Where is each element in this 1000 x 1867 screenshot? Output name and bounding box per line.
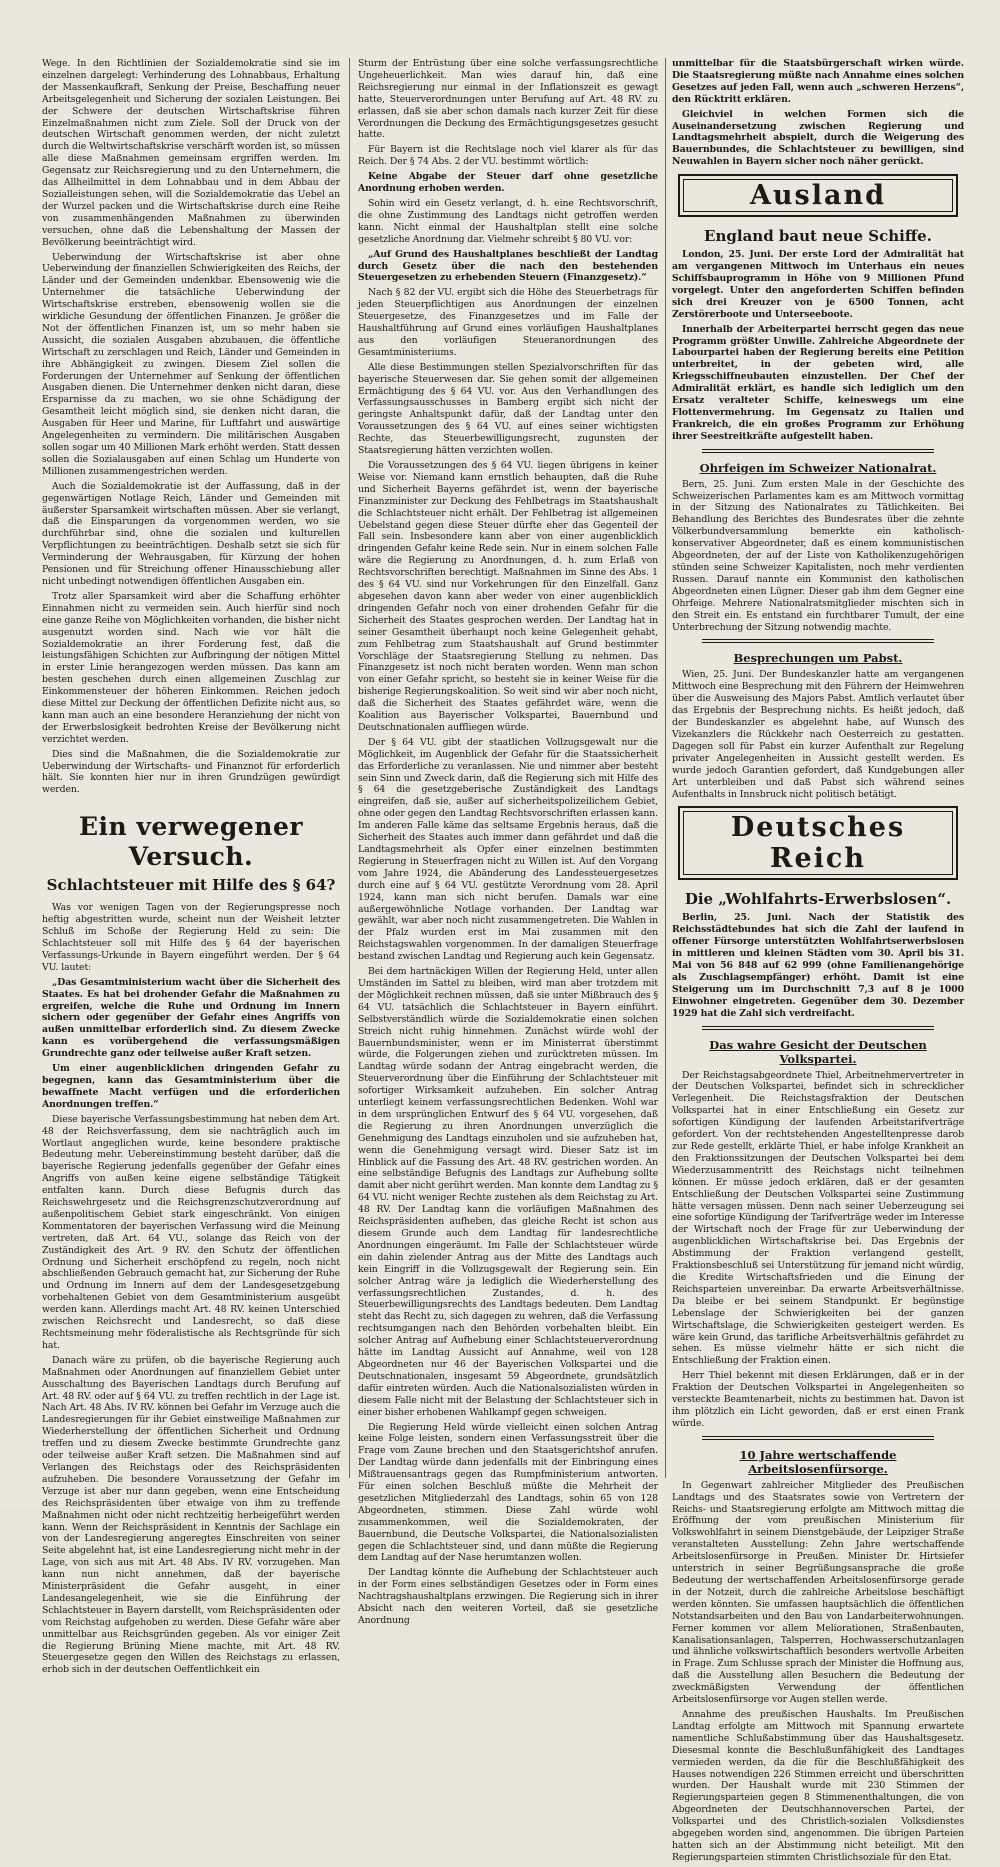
- article-paragraph: Sohin wird ein Gesetz verlangt, d. h. eine Rechtsvorschrift, die ohne Zustimmung des Landtags nicht getroffen werden kann. Nicht einmal der Haushaltplan stellt eine solche gesetzliche Anordnung dar. Vielmehr schreibt § 80 VU. vor:: [358, 197, 658, 245]
- quoted-paragraph: „Auf Grund des Haushaltplanes beschließt der Landtag durch Gesetz über die nach den bestehenden Steuergesetzen zu erhebenden Steuern (Finanzgesetz).“: [358, 248, 658, 284]
- section-banner-ausland: Ausland: [678, 174, 958, 217]
- section-banner-deutsches-reich: Deutsches Reich: [678, 806, 958, 880]
- article-paragraph: Wien, 25. Juni. Der Bundeskanzler hatte am vergangenen Mittwoch eine Besprechung mit den Führern der Heimwehren über die Ausweisung des Majors Pabst. Amtlich verlautet über das Ergebnis der Besprechung nichts. Es heißt jedoch, daß der Bundeskanzler es abgelehnt habe, auf Wunsch des Vizekanzlers die Rückkehr nach Oesterreich zu gestatten. Dagegen soll für Pabst ein kurzer Aufenthalt zur Regelung privater Angelegenheiten in Aussicht gestellt werden. Es wurde jedoch Garantien gefordert, daß Kundgebungen aller Art unterbleiben und daß Pabst sich während seines Aufenthalts in Innsbruck nicht politisch betätigt.: [672, 669, 964, 800]
- article-paragraph: Alle diese Bestimmungen stellen Spezialvorschriften für das bayerische Steuerwesen dar. Sie gehen somit der allgemeinen Ermächtigung des § 64 VU. vor. Aus den Verhandlungen des Verfassungsausschusses in Bamberg ergibt sich nicht der geringste Anhaltspunkt dafür, daß der Landtag unter den Voraussetzungen des § 64 VU. auf eines seiner wichtigsten Rechte, das Steuerbewilligungsrecht, zugunsten der Staatsregierung hätten verzichten wollen.: [358, 361, 658, 457]
- article-paragraph: Nach § 82 der VU. ergibt sich die Höhe des Steuerbetrags für jeden Steuerpflichtigen aus Anordnungen der einzelnen Steuergesetze, des Finanzgesetzes und im Falle der Haushaltführung auf Grund eines vorläufigen Haushaltplanes aus den vorläufigen Steueranordnungen des Gesamtministeriums.: [358, 287, 658, 358]
- article-paragraph: Diese bayerische Verfassungsbestimmung hat neben dem Art. 48 der Reichsverfassung, dem sie nachträglich auch im Wortlaut angeglichen wurde, keine besondere praktische Bedeutung mehr. Uebereinstimmung besteht darüber, daß die bayerische Regierung jedenfalls gegenüber der Gefahr eines Angriffs von außen keine eigene selbständige Tätigkeit entfalten kann. Durch diese Befugnis durch das Reichswehrgesetz und die Reichsgrenzschutzverordnung auf außenpolitischem Gebiet stark eingeschränkt. Von einigen Kommentatoren der bayerischen Verfassung wird die Meinung vertreten, daß Art. 64 VU., solange das Reich von der Zuständigkeit des Art. 9 RV. den Schutz der öffentlichen Ordnung und Sicherheit erschöpfend zu regeln, noch nicht abschließenden Gebrauch gemacht hat, zur Sicherung der Ruhe und Ordnung im Innern auf dem der Landesgesetzgebung vorbehaltenen Gebiet von dem Gesamtministerium ausgeübt werden kann. Allerdings macht Art. 48 RV. keinen Unterschied zwischen Reichsrecht und Landesrecht, so daß diese Rechtsmeinung mehr föderalistische als Rechtsgründe für sich hat.: [42, 1113, 340, 1351]
- quoted-paragraph: „Das Gesamtministerium wacht über die Sicherheit des Staates. Es hat bei drohender Gefahr die Maßnahmen zu ergreifen, welche die Ruhe und Ordnung im Innern sichern oder gegenüber der Gefahr eines Angriffs von außen unmittelbar erforderlich sind. Zu diesem Zwecke kann es vorübergehend die verfassungsmäßigen Grundrechte ganz oder teilweise außer Kraft setzen.: [42, 976, 340, 1060]
- column-1: [42, 58, 340, 1679]
- quoted-paragraph: Um einer augenblicklichen dringenden Gefahr zu begegnen, kann das Gesamtministerium über die bewaffnete Macht verfügen und die erforderlichen Anordnungen treffen.“: [42, 1063, 340, 1110]
- article-paragraph: Berlin, 25. Juni. Nach der Statistik des Reichsstädtebundes hat sich die Zahl der laufend in offener Fürsorge unterstützten Wohlfahrtserwerbslosen in mittleren und kleinen Städten vom 30. April bis 31. Mai von 56 848 auf 62 999 (ohne Familienangehörige als Zuschlagsempfänger) erhöht. Damit ist eine Steigerung um im Durchschnitt 7,3 auf 8 je 1000 Einwohner eingetreten. Gegenüber dem 30. Dezember 1929 hat die Zahl sich verdreifacht.: [672, 912, 964, 1019]
- article-paragraph: Die Voraussetzungen des § 64 VU. liegen übrigens in keiner Weise vor. Niemand kann ernstlich behaupten, daß die Ruhe und Sicherheit Bayerns gefährdet ist, wenn der bayerische Finanzminister zur Deckung des Fehlbetrags im Staatshaushalt die Schlachtsteuer nicht erhält. Der Fehlbetrag ist allgemeinen Uebelstand gegen diese Steuer dürfte eher das Gegenteil der Fall sein. Insbesondere kann aber von einer augenblicklich dringenden Gefahr keine Rede sein. Nur in einem solchen Falle wäre die Regierung zu Anordnungen, d. h. zum Erlaß von Rechtsvorschriften berechtigt. Maßnahmen im Sinne des Abs. 1 des § 64 VU. sind nur Vorkehrungen für den Einzelfall. Ganz abgesehen davon kann aber weder von einer augenblicklich dringenden Gefahr noch von einer drohenden Gefahr für die Sicherheit des Staates gesprochen werden. Der Landtag hat in seiner Gesamtheit überhaupt noch keine Gelegenheit gehabt, zum Fehlbetrag zum Staatshaushalt auf Grund bestimmter Vorschläge der Staatsregierung Stellung zu nehmen. Das Finanzgesetz ist noch nicht beraten worden. Wenn man schon von einer Gefahr spricht, so besteht sie in keiner Weise für die bisherige Regierungskoalition. So weit sind wir aber noch nicht, daß die Sicherheit des Staates gefährdet wäre, wenn die Koalition aus Bayerischer Volkspartei, Bauernbund und Deutschnationalen auffliegen würde.: [358, 460, 658, 733]
- article-headline: England baut neue Schiffe.: [704, 227, 932, 246]
- article-paragraph: Herr Thiel bekennt mit diesen Erklärungen, daß er in der Fraktion der Deutschen Volkspartei in Angelegenheiten so versteckte Beamtenarbeit, nichts zu bestimmen hat. Davon ist ihm plötzlich ein Licht geworden, daß er erst einen Frank würde.: [672, 1370, 964, 1429]
- article-paragraph: Bern, 25. Juni. Zum ersten Male in der Geschichte des Schweizerischen Parlamentes kam es am Mittwoch vormittag in der Sitzung des Nationalrates zu Tätlichkeiten. Bei Behandlung des Berichtes des Bundesrates über die zehnte Völkerbundversammlung bemerkte ein katholisch-konservativer Abgeordneter, daß es einem kommunistischen Abgeordneten, der auf der Liste von Katholikenzugehörigen stünden seine Schweizer Kapitalisten, noch mehr verdienten Russen. Darauf nannte ein Kommunist den katholischen Abgeordneten einen Lügner. Dieser gab ihm dem Gegner eine Ohrfeige. Mehrere Nationalratsmitglieder mischten sich in den Streit ein. Es entstand ein furchtbarer Tumult, der eine Unterbrechung der Sitzung notwendig machte.: [672, 478, 964, 633]
- article-paragraph: Danach wäre zu prüfen, ob die bayerische Regierung auch Maßnahmen oder Anordnungen auf finanziellem Gebiet unter Ausschaltung des Bayerischen Landtags durch Berufung auf Art. 48 RV. oder auf § 64 VU. zu treffen rechtlich in der Lage ist. Nach Art. 48 Abs. IV RV. können bei Gefahr im Verzuge auch die Landesregierungen für ihr Gebiet einstweilige Maßnahmen zur Wiederherstellung der öffentlichen Sicherheit und Ordnung treffen und zu diesem Zwecke bestimmte Grundrechte ganz oder teilweise außer Kraft setzen. Die Maßnahmen sind auf Verlangen des Reichstags oder des Reichspräsidenten aufzuheben. Die besondere Voraussetzung der Gefahr im Verzuge ist aber nur dann gegeben, wenn eine Entscheidung des Reichspräsidenten über etwaige von ihm zu treffende Maßnahmen nicht oder nicht rechtzeitig herbeigeführt werden kann. Wenn der Reichspräsident in Kenntnis der Sachlage ein von der Landesregierung angeregtes Einschreiten von seiner Seite abgelehnt hat, ist eine Landesregierung nicht mehr in der Lage, von sich aus mit Art. 48 Abs. IV RV. vorzugehen. Man kann nun nicht annehmen, daß der bayerische Ministerpräsident die Gefahr ausgeht, in einer Landesangelegenheit, wie sie die Einführung der Schlachtsteuer in Bayern darstellt, vom Reichspräsidenten oder vom Reichstag aufgehoben zu werden. Diese Gefahr wäre aber unmittelbar aus Reichsgründen gegeben. Als vor einiger Zeit die Regierung Brüning Miene machte, mit Art. 48 RV. Steuergesetze gegen den Willen des Reichstags zu erlassen, erhob sich in der deutschen Oeffentlichkeit ein: [42, 1354, 340, 1676]
- article-paragraph: Für Bayern ist die Rechtslage noch viel klarer als für das Reich. Der § 74 Abs. 2 der VU. bestimmt wörtlich:: [358, 144, 658, 168]
- article-paragraph: Die Regierung Held würde vielleicht einen solchen Antrag keine Folge leisten, sondern einen Verfassungsstreit über die Frage vom Zaune brechen und den Staatsgerichtshof anrufen. Der Landtag würde dann jedenfalls mit der Einbringung eines Mißtrauensantrags gegen das Rumpfministerium antworten. Für einen solchen Beschluß müßte die Mehrheit der gesetzlichen Mitgliederzahl des Landtags, sohin 65 von 128 Abgeordneten, stimmen. Diese Zahl würde wohl zusammenkommen, weil die Sozialdemokraten, der Bauernbund, die Deutsche Volkspartei, die Nationalsozialisten gegen die Schlachtsteuer sind, und dann müßte die Regierung dem Landtag auf der Nase herumtanzen wollen.: [358, 1421, 658, 1564]
- column-divider: [349, 58, 350, 1478]
- article-paragraph: Was vor wenigen Tagen von der Regierungspresse noch heftig abgestritten wurde, scheint nun der Weisheit letzter Schluß im Schoße der Regierung Held zu sein: Die Schlachtsteuer soll mit Hilfe des § 64 der bayerischen Verfassungs-Urkunde in Bayern eingeführt werden. Der § 64 VU. lautet:: [42, 902, 340, 973]
- article-paragraph: Gleichviel in welchen Formen sich die Auseinandersetzung zwischen Regierung und Landtagsmehrheit abspielt, durch die Weigerung des Bauernbundes, die Schlachtsteuer zu bewilligen, sind Neuwahlen in Bayern sicher noch näher gerückt.: [672, 108, 964, 168]
- article-paragraph: Auch die Sozialdemokratie ist der Auffassung, daß in der gegenwärtigen Notlage Reich, Länder und Gemeinden mit äußerster Sparsamkeit wirtschaften müssen. Aber sie verlangt, daß die Einsparungen da vorgenommen werden, wo sie durchführbar sind, ohne die sozialen und kulturellen Verpflichtungen zu beeinträchtigen. Deshalb setzt sie sich für Verminderung der Wehrausgaben, für Kürzung der hohen Pensionen und für Streichung offener Hinausschiebung aller nicht unbedingt notwendigen öffentlichen Ausgaben ein.: [42, 480, 340, 587]
- quoted-paragraph: Keine Abgabe der Steuer darf ohne gesetzliche Anordnung erhoben werden.: [358, 171, 658, 195]
- separator: [702, 1026, 934, 1030]
- article-headline: Besprechungen um Pabst.: [733, 651, 903, 666]
- article-paragraph: Annahme des preußischen Haushalts. Im Preußischen Landtag erfolgte am Mittwoch mit Spannung erwartete namentliche Schlußabstimmung über das Haushaltsgesetz. Diesesmal konnte die Beschlußunfähigkeit des Landtages vermieden werden, da die für die Beschlußfähigkeit des Hauses notwendigen 226 Stimmen erreicht und überschritten wurden. Der Haushalt wurde mit 230 Stimmen der Regierungsparteien gegen 8 Stimmenenthaltungen, die von Abgeordneten der Deutschhannoverschen Partei, der Volkspartei und des Christlich-sozialen Volksdienstes abgegeben worden sind, angenommen. Die übrigen Parteien hatten sich an der Abstimmung nicht beteiligt. Mit den Regierungsparteien stimmten Christlichsoziale für den Etat.: [672, 1708, 964, 1863]
- subheadline: Schlachtsteuer mit Hilfe des § 64?: [46, 876, 336, 895]
- article-paragraph: Sturm der Entrüstung über eine solche verfassungsrechtliche Ungeheuerlichkeit. Man wies darauf hin, daß eine Reichsregierung nur einmal in der Inflationszeit es gewagt hatte, Steuerverordnungen unter Berufung auf Art. 48 RV. zu erlassen, daß sie aber schon damals nach kurzer Zeit für diese Verordnungen die Deckung des Ermächtigungsgesetzes gesucht hatte.: [358, 58, 658, 141]
- article-paragraph: In Gegenwart zahlreicher Mitglieder des Preußischen Landtags und des Staatsrates sowie von Vertretern der Reichs- und Staatsregierung erfolgte am Mittwoch mittag die Eröffnung der vom preußischen Ministerium für Volkswohlfahrt in seinem Dienstgebäude, der Leipziger Straße veranstalteten Ausstellung: Zehn Jahre wertschaffende Arbeitslosenfürsorge in Preußen. Minister Dr. Hirtsiefer unterstrich in seiner Begrüßungsansprache die große Bedeutung der wertschaffenden Arbeitslosenfürsorge gerade in der Notzeit, durch die zahlreiche Arbeitslose beschäftigt werden könnten. Sie umfassen hauptsächlich die öffentlichen Notstandsarbeiten und den Bau von Landarbeiterwohnungen. Ferner kommen vor allem Meliorationen, Straßenbauten, Kanalisationsanlagen, Talsperren, Hochwasserschutzanlagen und ähnliche volkswirtschaftlich besonders wertvolle Arbeiten in Frage. Zum Schlusse sprach der Minister die Hoffnung aus, daß die Ausstellung allen Besuchern die Bedeutung der zweckmäßigsten Verwendung der öffentlichen Arbeitslosenfürsorge vor Augen stellen werde.: [672, 1479, 964, 1706]
- article-headline: Das wahre Gesicht der Deutschen Volkspartei.: [709, 1037, 927, 1066]
- article-paragraph: Der Landtag könnte die Aufhebung der Schlachtsteuer auch in der Form eines selbständigen Gesetzes oder in Form eines Nachtragshaushaltplans erzwingen. Die Regierung sich in ihrer Absicht nach den weiteren Vorteil, daß sie gesetzliche Anordnung: [358, 1567, 658, 1626]
- column-2: [358, 58, 658, 1630]
- article-paragraph: Der § 64 VU. gibt der staatlichen Vollzugsgewalt nur die Möglichkeit, im Augenblick der Gefahr für die Staatssicherheit das Erforderliche zu veranlassen. Nie und nimmer aber besteht sein Sinn und Zweck darin, daß die Regierung sich mit Hilfe des § 64 die gesetzgeberische Zuständigkeit des Landtags eingreifen, daß sie, außer auf sicherheitspolizeilichem Gebiet, ohne oder gegen den Landtag Rechtsvorschriften erlassen kann. Im anderen Falle käme das seltsame Ergebnis heraus, daß die Sicherheit des Staates auch immer dann gefährdet und daß die Landtagsmehrheit als Opfer einer einzelnen bestimmten Regierung in Steuerfragen nicht zu Willen ist. Auf den Vorgang vom Jahre 1924, die Abänderung des Landessteuergesetzes durch eine auf § 64 VU. gestützte Verordnung vom 28. April 1924, kann man sich nicht berufen. Damals war eine außergewöhnliche Notlage vorhanden. Der Landtag war gewählt, war aber noch nicht zusammengetreten. Die Wahlen in der Pfalz wurden erst im Mai zusammen mit den Reichstagswahlen vorgenommen. In der damaligen Steuerfrage bestand zwischen Landtag und Regierung auch kein Gegensatz.: [358, 736, 658, 963]
- separator: [702, 1436, 934, 1440]
- article-paragraph: Wege. In den Richtlinien der Sozialdemokratie sind sie im einzelnen dargelegt: Verhinderung des Lohnabbaus, Erhaltung der Massenkaufkraft, Senkung der Preise, Beschaffung neuer Arbeitsgelegenheit und Sicherung der sozialen Leistungen. Bei der Schwere der deutschen Wirtschaftskrise führen Einzelmaßnahmen nicht zum Ziele. Soll der Druck von der deutschen Wirtschaft genommen werden, der nicht zuletzt durch die Weltwirtschaftskrise verschärft worden ist, so müssen alle diese Maßnahmen gemeinsam ergriffen werden. Im Gegensatz zur Reichsregierung und zu den Unternehmern, die das Allheilmittel in dem Lohnabbau und in dem Abbau der Sozialleistungen sehen, will die Sozialdemokratie das Uebel an der Wurzel packen und die Wirtschaftskrise durch eine Reihe von zusammenhängenden Maßnahmen zu überwinden versuchen, ohne daß die Lebenshaltung der Massen der Bevölkerung beeinträchtigt wird.: [42, 58, 340, 248]
- separator: [702, 639, 934, 643]
- article-paragraph: Ueberwindung der Wirtschaftskrise ist aber ohne Ueberwindung der finanziellen Schwierigkeiten des Reichs, der Länder und der Gemeinden undenkbar. Ebensowenig wie die Unternehmer die tatsächliche Ueberwindung der Wirtschaftskrise erstreben, ebensowenig wollen sie die wirkliche Gesundung der öffentlichen Finanzen. Je größer die Not der öffentlichen Finanzen ist, um so mehr haben sie Aussicht, die sozialen Ausgaben abzubauen, die öffentliche Wirtschaft zu zerschlagen und Reich, Länder und Gemeinden in ihre Abhängigkeit zu zwingen. Diesem Ziel sollen die Forderungen der Unternehmer auf Senkung der öffentlichen Ausgaben dienen. Die Unternehmer denken nicht daran, diese Ersparnisse da zu machen, wo sie ohne Schädigung der Gesamtheit leicht möglich sind, sie denken nicht daran, die Ausgaben für Heer und Marine, für Luftfahrt und auswärtige Angelegenheiten zu vermindern. Die militärischen Ausgaben sollen sogar um 40 Millionen Mark erhöht werden. Statt dessen sollen die Sozialausgaben auf einen Schlag um Hunderte von Millionen zusammengestrichen werden.: [42, 251, 340, 477]
- article-paragraph: Trotz aller Sparsamkeit wird aber die Schaffung erhöhter Einnahmen nicht zu vermeiden sein. Auch hierfür sind noch eine ganze Reihe von Möglichkeiten vorhanden, die bisher nicht ausgenutzt worden sind. Nach wie vor hält die Sozialdemokratie an ihrer Forderung fest, daß die leistungsfähigen Schichten zur Aufbringung der nötigen Mittel in erster Linie herangezogen werden müssen. Das kann am besten geschehen durch einen allgemeinen Zuschlag zur Einkommensteuer der höheren Einkommen. Reichen jedoch diese Mittel zur Deckung der öffentlichen Defizite nicht aus, so kann man auch an eine besondere Heranziehung der nicht von der Erwerbslosigkeit bedrohten Kreise der Bevölkerung nicht verzichtet werden.: [42, 590, 340, 745]
- column-divider: [665, 58, 666, 1478]
- article-paragraph: unmittelbar für die Staatsbürgerschaft wirken würde. Die Staatsregierung müßte nach Annahme eines solchen Gesetzes auf jeden Fall, wenn auch „schweren Herzens“, den Rücktritt erklären.: [672, 58, 964, 105]
- article-paragraph: Der Reichstagsabgeordnete Thiel, Arbeitnehmervertreter in der Deutschen Volkspartei, befindet sich in schrecklicher Verlegenheit. Die Reichstagsfraktion der Deutschen Volkspartei hat in einer Entschließung ein Gesetz zur sofortigen Kündigung der laufenden Arbeitstarifverträge gefordert. Von der rechtstehenden Angestelltenpresse darob zur Rede gestellt, erklärte Thiel, er habe infolge Krankheit an den Fraktionssitzungen der Deutschen Volkspartei bei dem Wiederzusammentritt des Reichstags nicht teilnehmen können. Er müsse jedoch erklären, daß er der gesamten Entschließung der Deutschen Volkspartei seine Zustimmung hätte versagen müssen. Denn nach seiner Ueberzeugung sei eine sofortige Kündigung der Tarifverträge weder im Interesse der Wirtschaft noch der Frage für zur Ueberwindung der augenblicklichen Wirtschaftskrise bei. Das Ergebnis der Abstimmung der Fraktion verlangend gestellt, Fraktionsbeschluß sei Unterstützung für jemand nicht würdig, die Kredite Wirtschaftsfrieden und die Einung der Reichsparteien unvereinbar. Da erwarte Arbeitsverhältnisse. Da bleibe er bei seinem Standpunkt. Er begünstige Lebenslage der Schwierigkeiten bei der ganzen Wirtschaftslage, die Schwierigkeiten gesteigert werden. Es wäre kein Grund, das tarifliche Arbeitsverhältnis gefährdet zu sehen. Es müsse vielmehr hätte er sich nicht die Entschließung der Fraktion einen.: [672, 1069, 964, 1367]
- article-headline: Ohrfeigen im Schweizer Nationalrat.: [699, 460, 937, 475]
- article-paragraph: Dies sind die Maßnahmen, die die Sozialdemokratie zur Ueberwindung der Wirtschafts- und Finanznot für erforderlich hält. Sie konnten hier nur in ihren Grundzügen gewürdigt werden.: [42, 748, 340, 796]
- column-3: [672, 58, 964, 1867]
- article-paragraph: Innerhalb der Arbeiterpartei herrscht gegen das neue Programm größter Unwille. Zahlreiche Abgeordnete der Labourpartei haben der Regierung bereits eine Petition unterbreitet, in der gebeten wird, alle Kriegsschiffneubauten einzustellen. Der Chef der Admiralität erklärt, es handle sich lediglich um den Ersatz veralteter Schiffe, keineswegs um eine Flottenvermehrung. Im Gegensatz zu Italien und Frankreich, die ein großes Programm zur Erhöhung ihrer Seestreitkräfte aufgestellt haben.: [672, 323, 964, 442]
- article-headline: 10 Jahre wertschaffende Arbeitslosenfürsorge.: [739, 1447, 897, 1476]
- article-paragraph: London, 25. Juni. Der erste Lord der Admiralität hat am vergangenen Mittwoch im Unterhaus ein neues Schiffsbauprogramm in Höhe von 9 Millionen Pfund vorgelegt. Unter den angeforderten Schiffen befinden sich drei Kreuzer von je 6500 Tonnen, acht Zerstörerboote und Unterseeboote.: [672, 249, 964, 320]
- separator: [702, 449, 934, 453]
- article-paragraph: Bei dem hartnäckigen Willen der Regierung Held, unter allen Umständen im Sattel zu bleiben, wird man aber trotzdem mit der Möglichkeit rechnen müssen, daß sie unter Mißbrauch des § 64 VU. tatsächlich die Schlachtsteuer in Bayern einführt. Selbstverständlich würde die Sozialdemokratie einen solchen Streich nicht ruhig hinnehmen. Zunächst würde wohl der Bauernbundsminister, wenn er im Ministerrat überstimmt würde, die Folgerungen ziehen und zurücktreten müssen. Im Landtag würde sodann der Antrag eingebracht werden, die Steuerverordnung über die Einführung der Schlachtsteuer mit sofortiger Wirksamkeit aufzuheben. Ein solcher Antrag unterliegt keinem verfassungsrechtlichen Bedenken. Wohl war in dem ursprünglichen Entwurf des § 64 VU. vorgesehen, daß die Regierung zu ihren Anordnungen unverzüglich die Genehmigung des Landtags einzuholen und sie aufzuheben hat, wenn die Genehmigung versagt wird. Dieser Satz ist im Hinblick auf die Fassung des Art. 48 RV. gestrichen worden. An eine selbständige Befugnis des Landtags zur Aufhebung sollte damit aber nicht gerührt werden. Man konnte dem Landtag zu § 64 VU. nicht weniger Rechte zustehen als dem Reichstag zu Art. 48 RV. Der Landtag kann die vorläufigen Maßnahmen des Reichspräsidenten aufheben, das gleiche Recht ist schon aus diesem Grunde auch dem Landtag für landesrechtliche Anordnungen eingeräumt. Im Falle der Schlachtsteuer würde ein dahin zielender Antrag aus der Mitte des Landtags auch kein Eingriff in die Vollzugsgewalt der Regierung sein. Ein solcher Antrag wäre ja lediglich die Wiederherstellung des verfassungsrechtlichen Zustandes, d. h. des Steuerbewilligungsrechts des Landtags bedeuten. Dem Landtag steht das Recht zu, sich dagegen zu wehren, daß die Verfassung rechtsumgangen nach den Behörden vorbehalten bleibt. Ein solcher Antrag auf Aufhebung einer Schlachtsteuerverordnung hätte im Landtag Aussicht auf Annahme, weil von 128 Abgeordneten nur 46 der Bayerischen Volkspartei und die Deutschnationalen, insgesamt 59 Abgeordnete, grundsätzlich dafür eintreten würden. Auch die Nationalsozialisten würden in diesem Falle nicht mit der Belastung der Schlachtsteuer sich in einer bisher erhobenen Wahlkampf gegen schweigen.: [358, 966, 658, 1418]
- article-headline: Die „Wohlfahrts-Erwerbslosen“.: [684, 890, 952, 909]
- headline: Ein verwegener Versuch.: [78, 812, 304, 872]
